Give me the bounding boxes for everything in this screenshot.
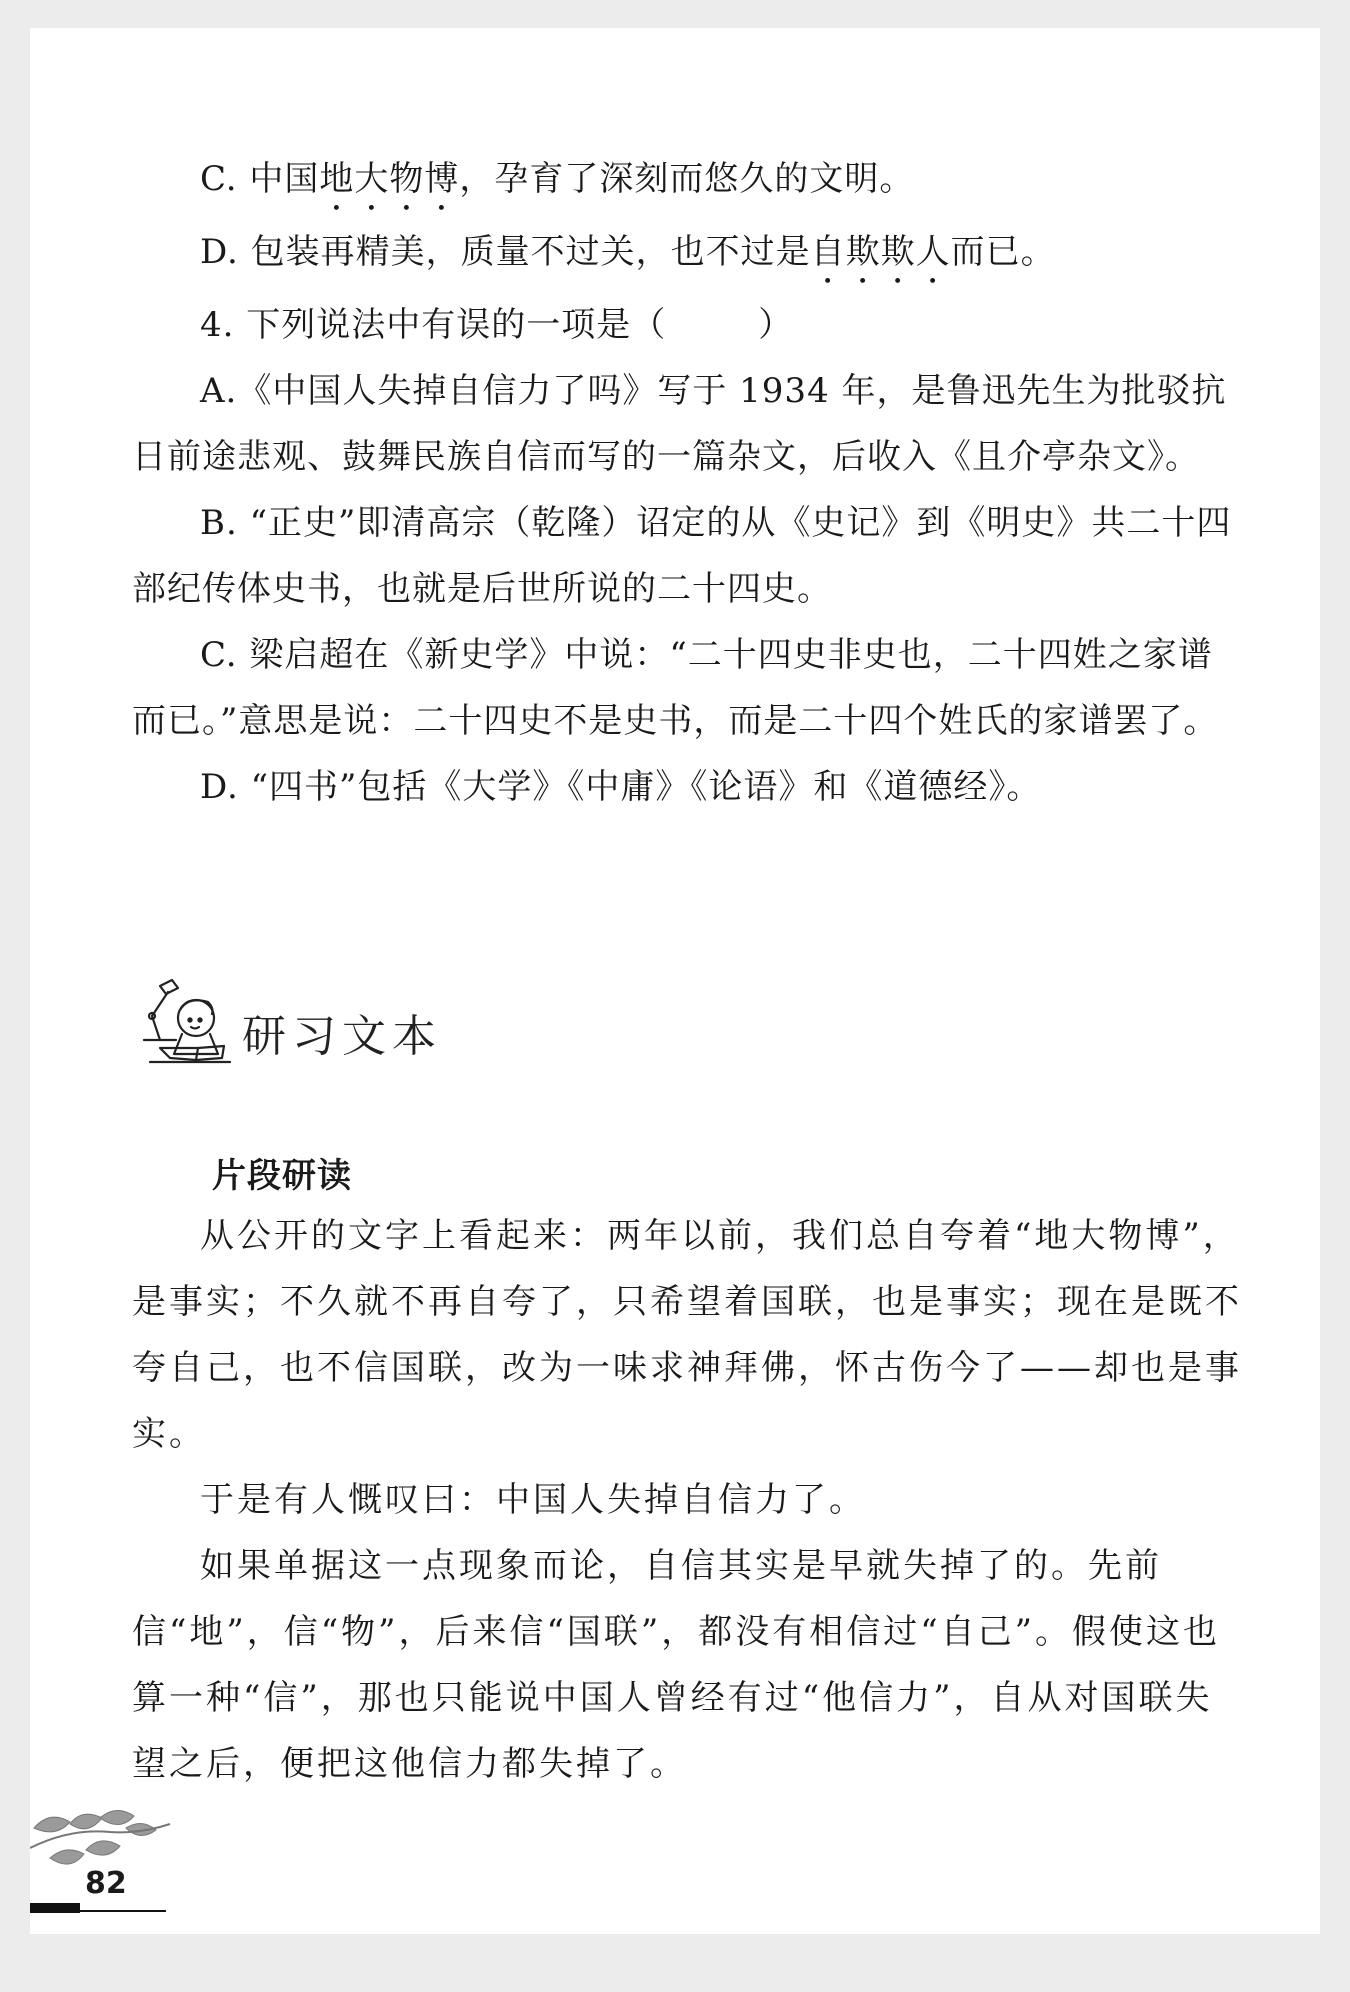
question-4-stem: 4. 下列说法中有误的一项是（ ） (200, 305, 794, 345)
option-3d: D. 包装再精美，质量不过关，也不过是自欺欺人而已。 (200, 232, 1056, 272)
question-block (132, 146, 1242, 820)
subheading: 片段研读 (212, 1156, 352, 1196)
footer-bar (30, 1903, 80, 1913)
excerpt-paragraph: 于是有人慨叹曰：中国人失掉自信力了。 (200, 1480, 866, 1520)
page-number: 82 (85, 1866, 127, 1901)
section-title: 研习文本 (242, 1011, 442, 1062)
option-4c: C. 梁启超在《新史学》中说：“二十四史非史也，二十四姓之家谱而已。”意思是说：二十四史不是史书，而是二十四个姓氏的家谱罢了。 (132, 635, 1219, 741)
section-heading (130, 978, 442, 1070)
dotted-phrase: 地大物博 (319, 159, 460, 199)
footer-line (80, 1910, 166, 1912)
option-3c: C. 中国地大物博，孕育了深刻而悠久的文明。 (200, 159, 915, 199)
excerpt-paragraph: 如果单据这一点现象而论，自信其实是早就失掉了的。先前信“地”，信“物”，后来信“国联”，都没有相信过“自己”。假使这也算一种“信”，那也只能说中国人曾经有过“他信力”，自从对国联失望之后，便把这他信力都失掉了。 (132, 1546, 1221, 1784)
option-4b: B. “正史”即清高宗（乾隆）诏定的从《史记》到《明史》共二十四部纪传体史书，也就是后世所说的二十四史。 (132, 503, 1232, 609)
student-reading-lamp-icon (130, 978, 240, 1070)
excerpt-block (132, 1203, 1242, 1797)
option-4a: A.《中国人失掉自信力了吗》写于 1934 年，是鲁迅先生为批驳抗日前途悲观、鼓舞民族自信而写的一篇杂文，后收入《且介亭杂文》。 (132, 371, 1227, 477)
excerpt-paragraph: 从公开的文字上看起来：两年以前，我们总自夸着“地大物博”，是事实；不久就不再自夸了，只希望着国联，也是事实；现在是既不夸自己，也不信国联，改为一味求神拜佛，怀古伤今了——却也是事实。 (132, 1216, 1242, 1454)
dotted-phrase: 自欺欺人 (810, 232, 951, 272)
option-4d: D. “四书”包括《大学》《中庸》《论语》和《道德经》。 (200, 767, 1042, 807)
textbook-page (30, 28, 1320, 1934)
